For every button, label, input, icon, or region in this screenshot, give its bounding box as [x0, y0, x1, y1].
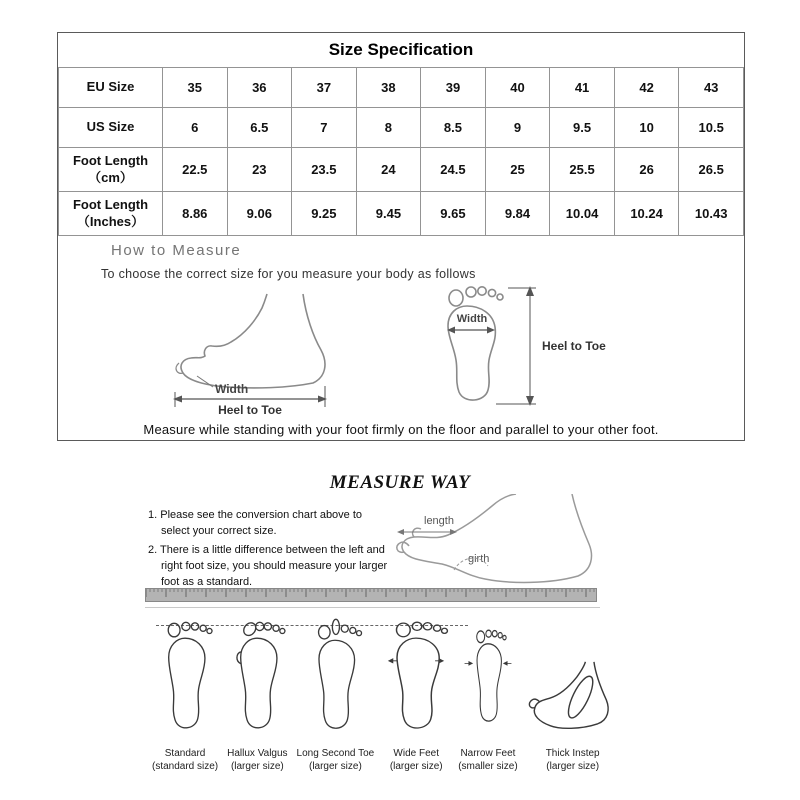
foot-type-name: Hallux Valgus — [227, 748, 288, 759]
measure-way-section — [0, 460, 800, 800]
footprint-heel-to-toe-label: Heel to Toe — [542, 339, 606, 353]
size-cell: 26 — [614, 148, 679, 192]
how-to-measure-section — [58, 236, 744, 443]
foot-type-name: Wide Feet — [393, 748, 439, 759]
foot-type-caption — [297, 747, 375, 773]
standard-footprint-icon — [156, 619, 214, 739]
long-second-toe-footprint-icon — [306, 618, 364, 739]
size-spec-title: Size Specification — [328, 40, 474, 59]
size-cell: 38 — [356, 68, 421, 108]
size-cell: 24 — [356, 148, 421, 192]
foot-type-caption — [227, 747, 287, 773]
row-label — [59, 148, 163, 192]
footprint-width-label: Width — [456, 313, 488, 325]
row-label-text: Foot Length — [72, 196, 149, 212]
thick-instep-foot-icon — [527, 659, 619, 739]
footprint-hallux-valgus — [227, 619, 287, 773]
note-item: 2. There is a little difference between the left and right foot size, you should measure your larger foot as a standard. — [148, 543, 388, 588]
size-cell: 23.5 — [292, 148, 357, 192]
size-cell: 23 — [227, 148, 292, 192]
size-specification-box — [57, 32, 745, 441]
size-cell: 36 — [227, 68, 292, 108]
foot-type-name: Standard — [164, 748, 206, 759]
row-label-text: US Size — [86, 119, 135, 135]
row-label — [59, 192, 163, 236]
size-cell: 41 — [550, 68, 615, 108]
size-cell: 22.5 — [163, 148, 228, 192]
size-cell: 8.86 — [163, 192, 228, 236]
row-label-sub: （Inches） — [76, 213, 145, 229]
measure-way-notes — [148, 508, 390, 594]
size-cell: 25.5 — [550, 148, 615, 192]
size-cell: 6 — [163, 108, 228, 148]
foot-type-size: (larger size) — [230, 761, 284, 772]
size-cell: 10.24 — [614, 192, 679, 236]
size-cell: 8 — [356, 108, 421, 148]
size-cell: 8.5 — [421, 108, 486, 148]
foot-type-name: Narrow Feet — [460, 748, 516, 759]
foot-type-figures — [152, 618, 619, 773]
foot-type-size: (smaller size) — [458, 761, 518, 772]
footprint-narrow-feet — [458, 619, 517, 773]
measure-standing-note: Measure while standing with your foot firmly on the floor and parallel to your other foot. — [143, 422, 659, 437]
foot-type-size: (larger size) — [389, 761, 443, 772]
row-label — [59, 108, 163, 148]
size-cell: 9.45 — [356, 192, 421, 236]
row-label-sub: （cm） — [88, 169, 133, 185]
foot-type-caption — [390, 747, 443, 773]
wide-feet-footprint-icon — [383, 619, 449, 739]
narrow-feet-footprint-icon — [463, 619, 513, 739]
ruler-graphic — [145, 588, 597, 602]
row-label-text: EU Size — [86, 79, 135, 95]
size-cell: 9.06 — [227, 192, 292, 236]
foot-type-name: Thick Instep — [545, 748, 600, 759]
size-cell: 26.5 — [679, 148, 744, 192]
length-label: length — [424, 515, 454, 527]
footprint-wide-feet — [383, 619, 449, 773]
size-cell: 9.5 — [550, 108, 615, 148]
table-row-foot-length-cm — [59, 148, 744, 192]
foot-type-caption — [152, 747, 218, 773]
size-cell: 37 — [292, 68, 357, 108]
footprint-long-second-toe — [297, 618, 375, 773]
size-cell: 7 — [292, 108, 357, 148]
size-cell: 40 — [485, 68, 550, 108]
table-row-eu-size — [59, 68, 744, 108]
girth-label: girth — [468, 553, 490, 565]
thick-instep-figure — [527, 659, 619, 773]
foot-type-caption — [546, 747, 600, 773]
size-cell: 35 — [163, 68, 228, 108]
size-cell: 6.5 — [227, 108, 292, 148]
footprint-standard — [152, 619, 218, 773]
size-cell: 42 — [614, 68, 679, 108]
size-cell: 10.43 — [679, 192, 744, 236]
row-label — [59, 68, 163, 108]
size-cell: 25 — [485, 148, 550, 192]
size-cell: 39 — [421, 68, 486, 108]
foot-type-size: (larger size) — [308, 761, 362, 772]
side-foot-diagram — [153, 286, 383, 416]
size-cell: 10 — [614, 108, 679, 148]
size-cell: 9.84 — [485, 192, 550, 236]
how-to-measure-title: How to Measure — [111, 242, 242, 259]
foot-type-size: (larger size) — [546, 761, 600, 772]
footprint-diagram — [418, 280, 648, 418]
size-cell: 9.25 — [292, 192, 357, 236]
size-cell: 10.5 — [679, 108, 744, 148]
length-girth-foot-diagram — [390, 494, 605, 594]
size-cell: 9 — [485, 108, 550, 148]
table-row-us-size — [59, 108, 744, 148]
side-width-label: Width — [215, 382, 249, 396]
ruler-shadow-line — [145, 607, 600, 608]
size-cell: 43 — [679, 68, 744, 108]
foot-type-caption — [458, 747, 517, 773]
measure-way-title: MEASURE WAY — [329, 472, 471, 493]
size-cell: 9.65 — [421, 192, 486, 236]
row-label-text: Foot Length — [72, 152, 149, 168]
side-heel-to-toe-label: Heel to Toe — [218, 403, 282, 416]
how-to-measure-subtitle: To choose the correct size for you measure your body as follows — [101, 267, 476, 281]
hallux-valgus-footprint-icon — [228, 619, 286, 739]
foot-type-size: (standard size) — [152, 761, 219, 772]
table-row-foot-length-inches — [59, 192, 744, 236]
size-cell: 10.04 — [550, 192, 615, 236]
size-cell: 24.5 — [421, 148, 486, 192]
size-table — [58, 67, 744, 236]
note-item: 1. Please see the conversion chart above to select your correct size. — [148, 509, 363, 537]
foot-type-name: Long Second Toe — [296, 748, 375, 759]
